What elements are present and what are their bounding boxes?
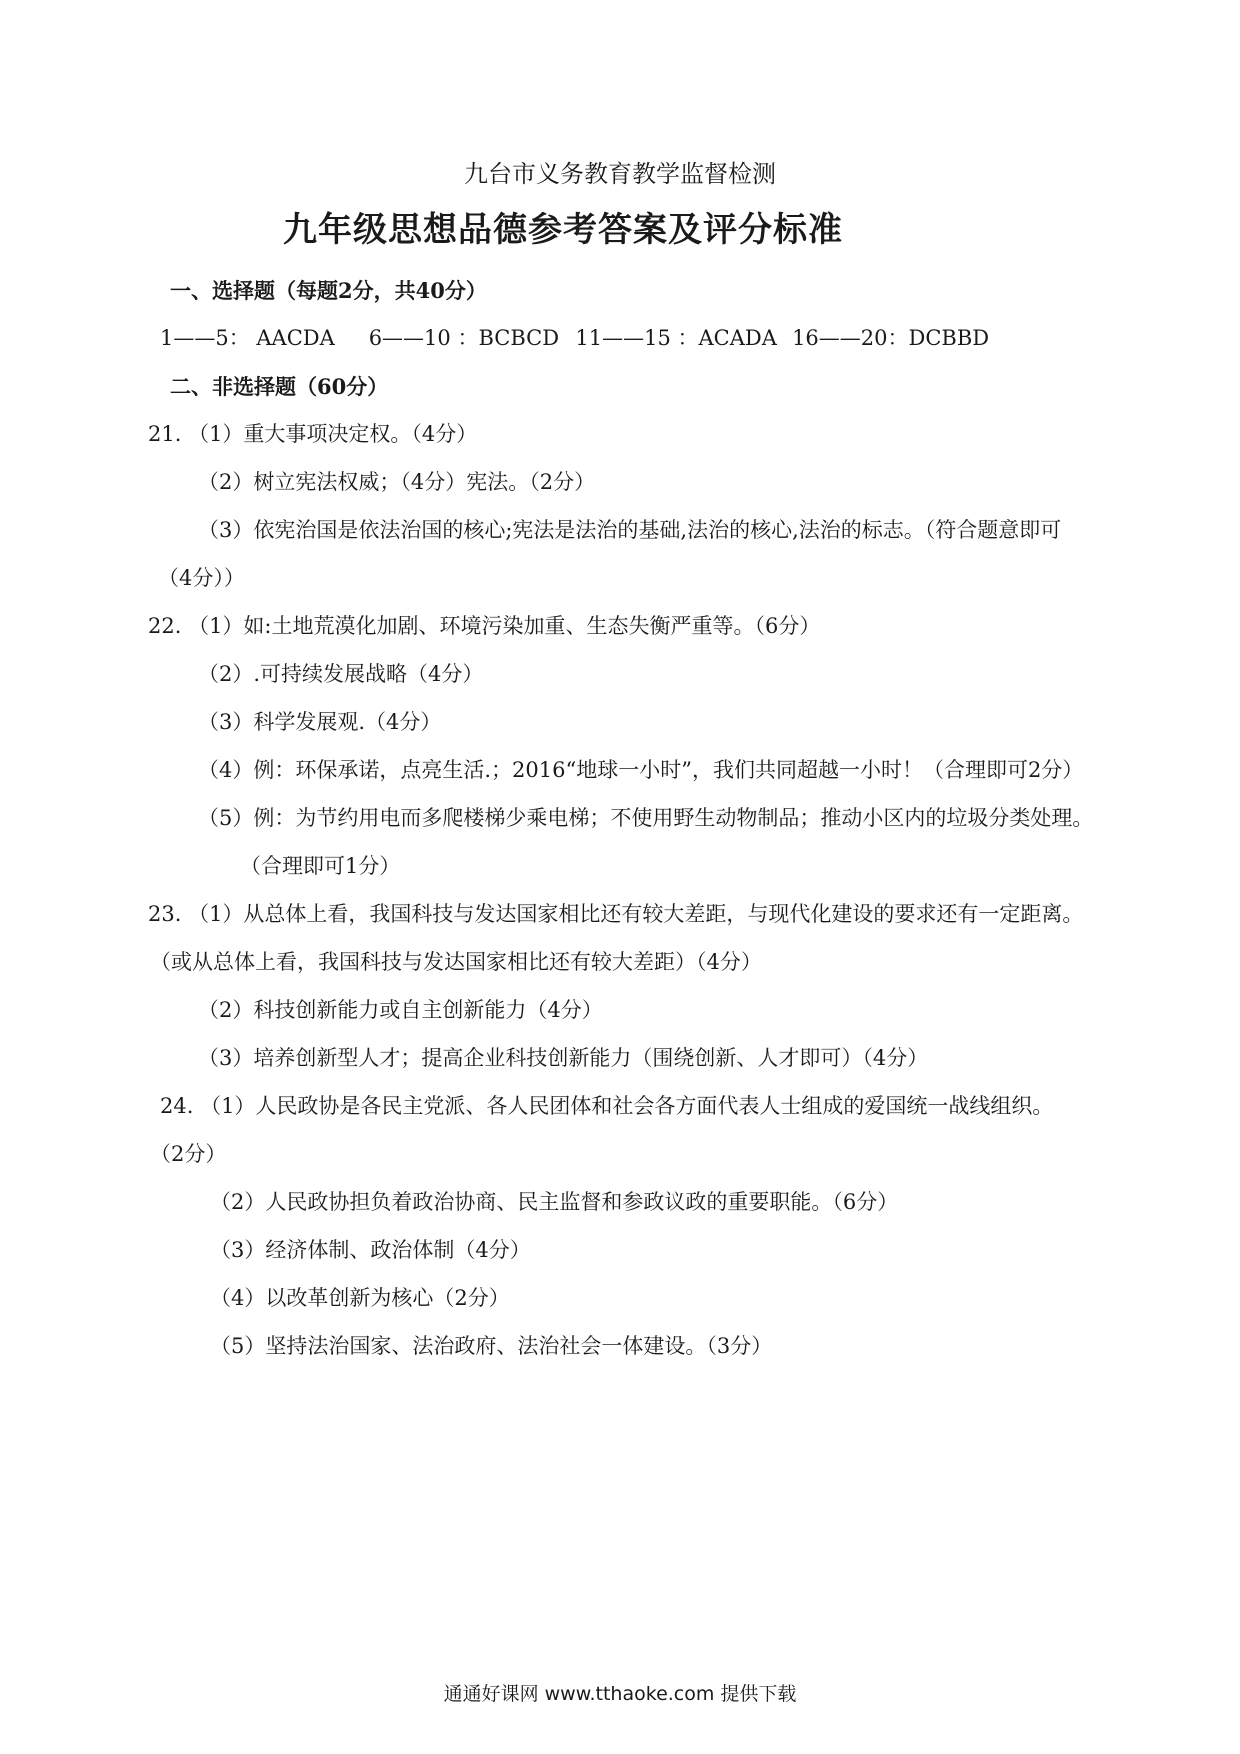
answer-group-3: 11——15 ：ACADA [575, 326, 777, 350]
answer-21-1: 21. （1）重大事项决定权。（4分） [148, 422, 478, 446]
answer-23-3: （3）培养创新型人才；提高企业科技创新能力（围绕创新、人才即可）（4分） [198, 1046, 929, 1070]
page-subtitle: 九台市义务教育教学监督检测 [464, 160, 776, 188]
section-1-heading: 一、选择题（每题2分，共40分） [170, 278, 487, 303]
answer-23-1-cont: （或从总体上看，我国科技与发达国家相比还有较大差距）（4分） [150, 950, 762, 974]
answer-24-2: （2）人民政协担负着政治协商、民主监督和参政议政的重要职能。（6分） [210, 1190, 899, 1214]
answer-22-5: （5）例：为节约用电而多爬楼梯少乘电梯；不使用野生动物制品；推动小区内的垃圾分类处理。 [198, 806, 1094, 830]
answer-24-1-cont: （2分） [150, 1142, 227, 1166]
answer-24-5: （5）坚持法治国家、法治政府、法治社会一体建设。（3分） [210, 1334, 773, 1358]
answer-24-4: （4）以改革创新为核心（2分） [210, 1286, 510, 1310]
multiple-choice-answers [160, 326, 989, 351]
section-2-heading: 二、非选择题（60分） [170, 374, 389, 399]
page-title: 九年级思想品德参考答案及评分标准 [283, 210, 843, 250]
answer-24-1: 24. （1）人民政协是各民主党派、各人民团体和社会各方面代表人士组成的爱国统一战线组织。 [160, 1094, 1054, 1118]
answer-23-1: 23. （1）从总体上看，我国科技与发达国家相比还有较大差距，与现代化建设的要求还有一定距离。 [148, 902, 1084, 926]
answer-23-2: （2）科技创新能力或自主创新能力（4分） [198, 998, 603, 1022]
answer-24-3: （3）经济体制、政治体制（4分） [210, 1238, 531, 1262]
answer-22-2: （2）.可持续发展战略（4分） [198, 662, 484, 686]
answer-21-3: （3）依宪治国是依法治国的核心;宪法是法治的基础,法治的核心,法治的标志。（符合题意即可 [198, 518, 1062, 542]
answer-22-1: 22. （1）如:土地荒漠化加剧、环境污染加重、生态失衡严重等。（6分） [148, 614, 821, 638]
answer-21-2: （2）树立宪法权威；（4分）宪法。（2分） [198, 470, 596, 494]
answer-group-1: 1——5： AACDA [160, 326, 335, 350]
answer-22-3: （3）科学发展观.（4分） [198, 710, 442, 734]
answer-22-4: （4）例：环保承诺，点亮生活.；2016“地球一小时”，我们共同超越一小时！（合理即可2分） [198, 758, 1084, 782]
answer-22-5-cont: （合理即可1分） [240, 854, 401, 878]
answer-group-2: 6——10 ：BCBCD [368, 326, 560, 350]
answer-group-4: 16——20：DCBBD [792, 326, 990, 350]
footer-source: 通通好课网 www.tthaoke.com 提供下载 [443, 1683, 797, 1705]
answer-21-3-cont: （4分）） [158, 566, 245, 590]
